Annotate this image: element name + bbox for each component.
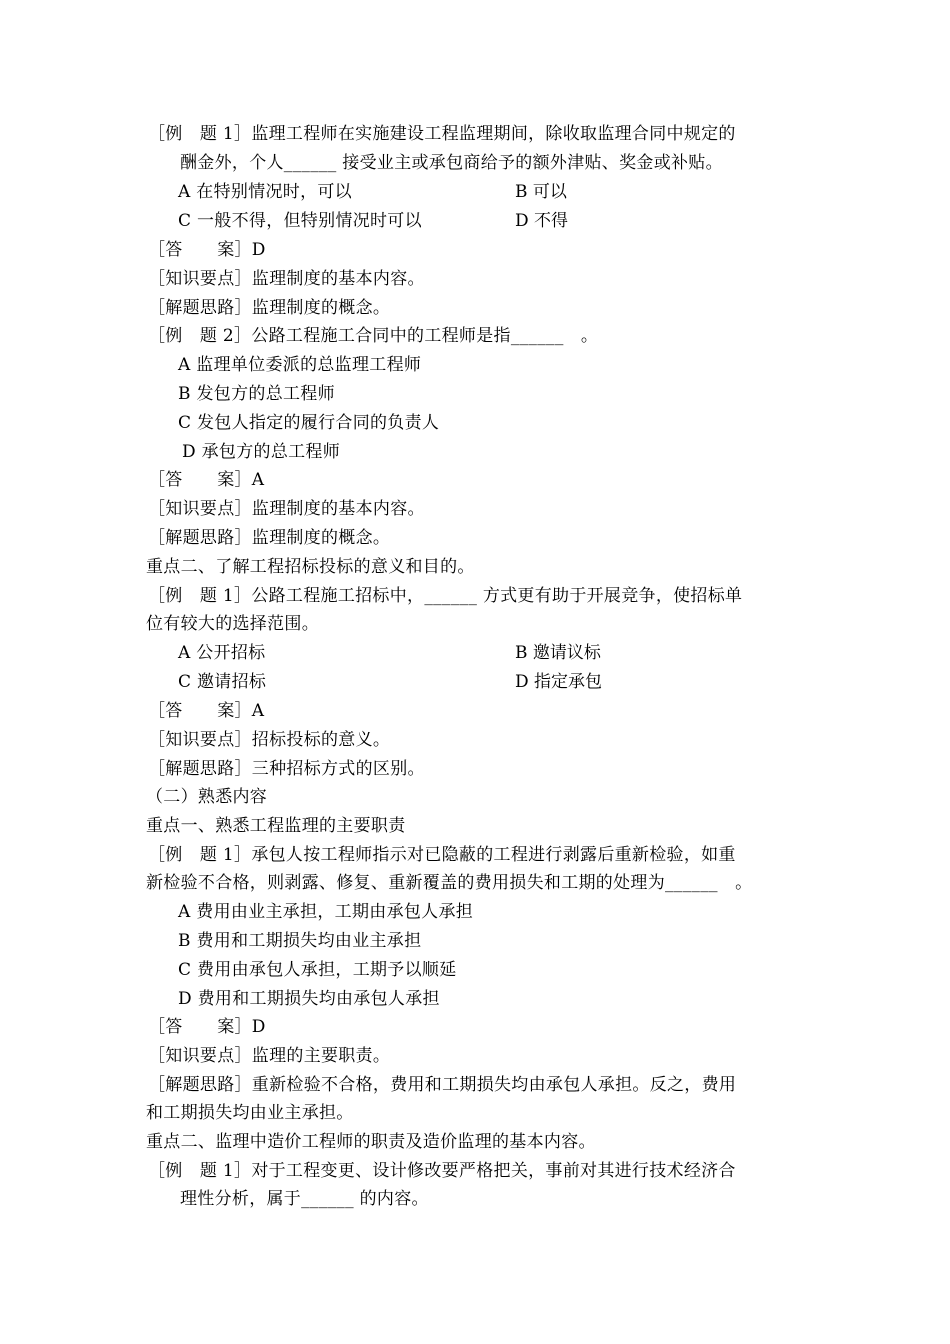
q2-option-a: A 监理单位委派的总监理工程师 <box>178 355 422 375</box>
q2-stem: ［例 题 2］公路工程施工合同中的工程师是指______ 。 <box>148 326 599 346</box>
q4-stem-line2: 新检验不合格，则剥露、修复、重新覆盖的费用损失和工期的处理为______ 。 <box>146 873 753 893</box>
q3-knowledge-point: ［知识要点］招标投标的意义。 <box>148 730 391 750</box>
q1-knowledge-point: ［知识要点］监理制度的基本内容。 <box>148 269 425 289</box>
q5-stem-line2: 理性分析，属于______ 的内容。 <box>180 1189 429 1209</box>
q3-stem-line2: 位有较大的选择范围。 <box>146 614 319 634</box>
q1-option-d: D 不得 <box>515 211 569 231</box>
heading-supervision-duty: 重点一、熟悉工程监理的主要职责 <box>146 816 406 836</box>
q1-stem-line1: ［例 题 1］监理工程师在实施建设工程监理期间，除收取监理合同中规定的 <box>148 124 736 144</box>
q3-option-d: D 指定承包 <box>515 672 603 692</box>
q2-solution-idea: ［解题思路］监理制度的概念。 <box>148 528 391 548</box>
q1-option-a: A 在特别情况时，可以 <box>178 182 352 202</box>
q2-option-b: B 发包方的总工程师 <box>178 384 335 404</box>
q1-option-b: B 可以 <box>515 182 567 202</box>
q4-answer: ［答 案］D <box>148 1017 266 1037</box>
heading-cost-engineer: 重点二、监理中造价工程师的职责及造价监理的基本内容。 <box>146 1132 596 1152</box>
q3-option-c: C 邀请招标 <box>178 672 267 692</box>
heading-bidding: 重点二、了解工程招标投标的意义和目的。 <box>146 557 475 577</box>
q3-stem-line1: ［例 题 1］公路工程施工招标中，______ 方式更有助于开展竞争，使招标单 <box>148 586 743 606</box>
q2-knowledge-point: ［知识要点］监理制度的基本内容。 <box>148 499 425 519</box>
heading-familiar-content: （二）熟悉内容 <box>146 787 268 807</box>
q4-option-a: A 费用由业主承担，工期由承包人承担 <box>178 902 474 922</box>
q5-stem-line1: ［例 题 1］对于工程变更、设计修改要严格把关，事前对其进行技术经济合 <box>148 1161 736 1181</box>
q4-stem-line1: ［例 题 1］承包人按工程师指示对已隐蔽的工程进行剥露后重新检验，如重 <box>148 845 736 865</box>
q2-answer: ［答 案］A <box>148 470 265 490</box>
q1-stem-line2: 酬金外，个人______ 接受业主或承包商给予的额外津贴、奖金或补贴。 <box>180 153 723 173</box>
q3-option-a: A 公开招标 <box>178 643 266 663</box>
q4-option-d: D 费用和工期损失均由承包人承担 <box>178 989 440 1009</box>
q4-solution-idea-line1: ［解题思路］重新检验不合格，费用和工期损失均由承包人承担。反之，费用 <box>148 1075 737 1095</box>
q4-option-c: C 费用由承包人承担，工期予以顺延 <box>178 960 457 980</box>
q3-answer: ［答 案］A <box>148 701 265 721</box>
q3-option-b: B 邀请议标 <box>515 643 601 663</box>
q3-solution-idea: ［解题思路］三种招标方式的区别。 <box>148 759 425 779</box>
q1-answer: ［答 案］D <box>148 240 266 260</box>
q4-solution-idea-line2: 和工期损失均由业主承担。 <box>146 1103 354 1123</box>
q1-solution-idea: ［解题思路］监理制度的概念。 <box>148 298 391 318</box>
q1-option-c: C 一般不得，但特别情况时可以 <box>178 211 422 231</box>
q2-option-c: C 发包人指定的履行合同的负责人 <box>178 413 440 433</box>
q4-option-b: B 费用和工期损失均由业主承担 <box>178 931 422 951</box>
q2-option-d: D 承包方的总工程师 <box>182 442 341 462</box>
q4-knowledge-point: ［知识要点］监理的主要职责。 <box>148 1046 391 1066</box>
